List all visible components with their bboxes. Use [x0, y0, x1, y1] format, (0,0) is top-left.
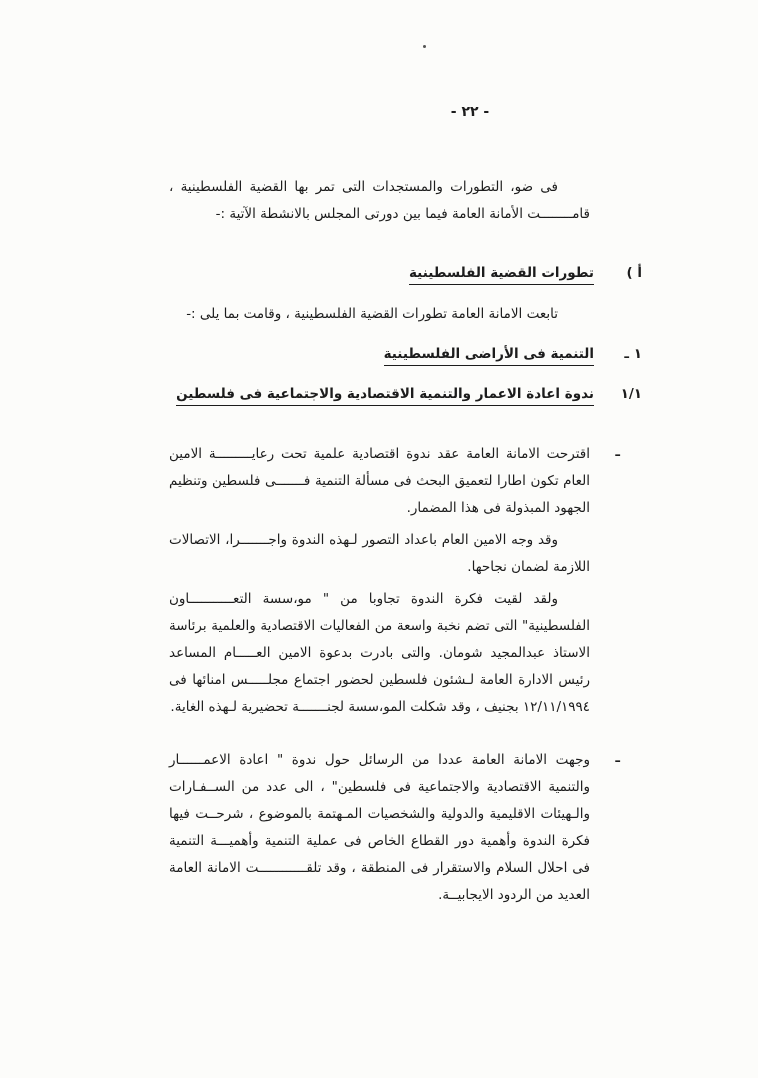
section-1-1-title: ندوة اعادة الاعمار والتنمية الاقتصادية والاجتماعية فى فلسطين	[176, 386, 594, 406]
bullet-1-paragraph-1: اقترحت الامانة العامة عقد ندوة اقتصادية علمية تحت رعايـــــــــة الامين العام تكون اطارا لتعميق البحث فى مسألة التنمية فـــــــى فلسطين وتنظيم الجهود المبذولة فى هذا المضمار.	[169, 446, 590, 516]
section-1-marker: ١ ـ	[624, 346, 642, 362]
scan-artifact-dot	[423, 45, 426, 48]
page-number: - ٢٢ -	[450, 104, 490, 120]
bullet-item-2	[169, 747, 620, 909]
intro-paragraph: فى ضو، التطورات والمستجدات التى تمر بها القضية الفلسطينية ، قامــــــــت الأمانة العامة فيما بين دورتى المجلس بالانشطة الآتية :-	[169, 179, 590, 222]
bullet-dash-icon: ـ	[615, 750, 620, 766]
section-a-marker: أ )	[626, 265, 642, 281]
section-1-1-marker: ١/١	[620, 386, 642, 402]
bullet-1-paragraph-3: ولقد لقيت فكرة الندوة تجاوبا من " مو،سسة التعـــــــــــاون الفلسطينية" التى تضم نخبة واسعة من الفعاليات الاقتصادية والعلمية برئاسة الاستاذ عبدالمجيد شومان. والتى بادرت بدعوة الامين العـــــام المساعد رئيس الادارة العامة لـشئون فلسطين لحضور اجتماع مجلـــــس امنائها فى ١٢/١١/١٩٩٤ بجنيف ، وقد شكلت المو،سسة لجنـــــــة تحضيرية لـهذه الغاية.	[169, 591, 590, 715]
section-a-intro-paragraph: تابعت الامانة العامة تطورات القضية الفلسطينية ، وقامت بما يلى :-	[186, 306, 558, 322]
bullet-2-body	[169, 747, 590, 909]
bullet-2-paragraph-1: وجهت الامانة العامة عددا من الرسائل حول ندوة " اعادة الاعمــــــار والتنمية الاقتصادية والاجتماعية فى فلسطين" ، الى عدد من الســفـارات والـهيئات الاقليمية والدولية والشخصيات المـهتمة بالموضوع ، شرحــت فيها فكرة الندوة وأهمية دور القطاع الخاص فى عملية التنمية وأهميـــة التنمية فى احلال السلام والاستقرار فى المنطقة ، وقد تلقــــــــــــت الامانة العامة العديد من الردود الايجابيــة.	[169, 752, 590, 903]
bullet-1-paragraph-2: وقد وجه الامين العام باعداد التصور لـهذه الندوة واجـــــــرا، الاتصالات اللازمة لضمان نجاحها.	[169, 532, 590, 575]
bullet-1-body	[169, 441, 590, 721]
document-content	[169, 174, 642, 909]
bullet-item-1	[169, 441, 620, 721]
section-a-title: تطورات القضية الفلسطينية	[409, 265, 594, 285]
section-1-heading	[169, 341, 642, 368]
section-1-1-heading	[169, 381, 642, 408]
section-a-heading	[169, 260, 642, 287]
section-1-title: التنمية فى الأراضى الفلسطينية	[384, 346, 594, 366]
bullet-dash-icon: ـ	[615, 444, 620, 460]
